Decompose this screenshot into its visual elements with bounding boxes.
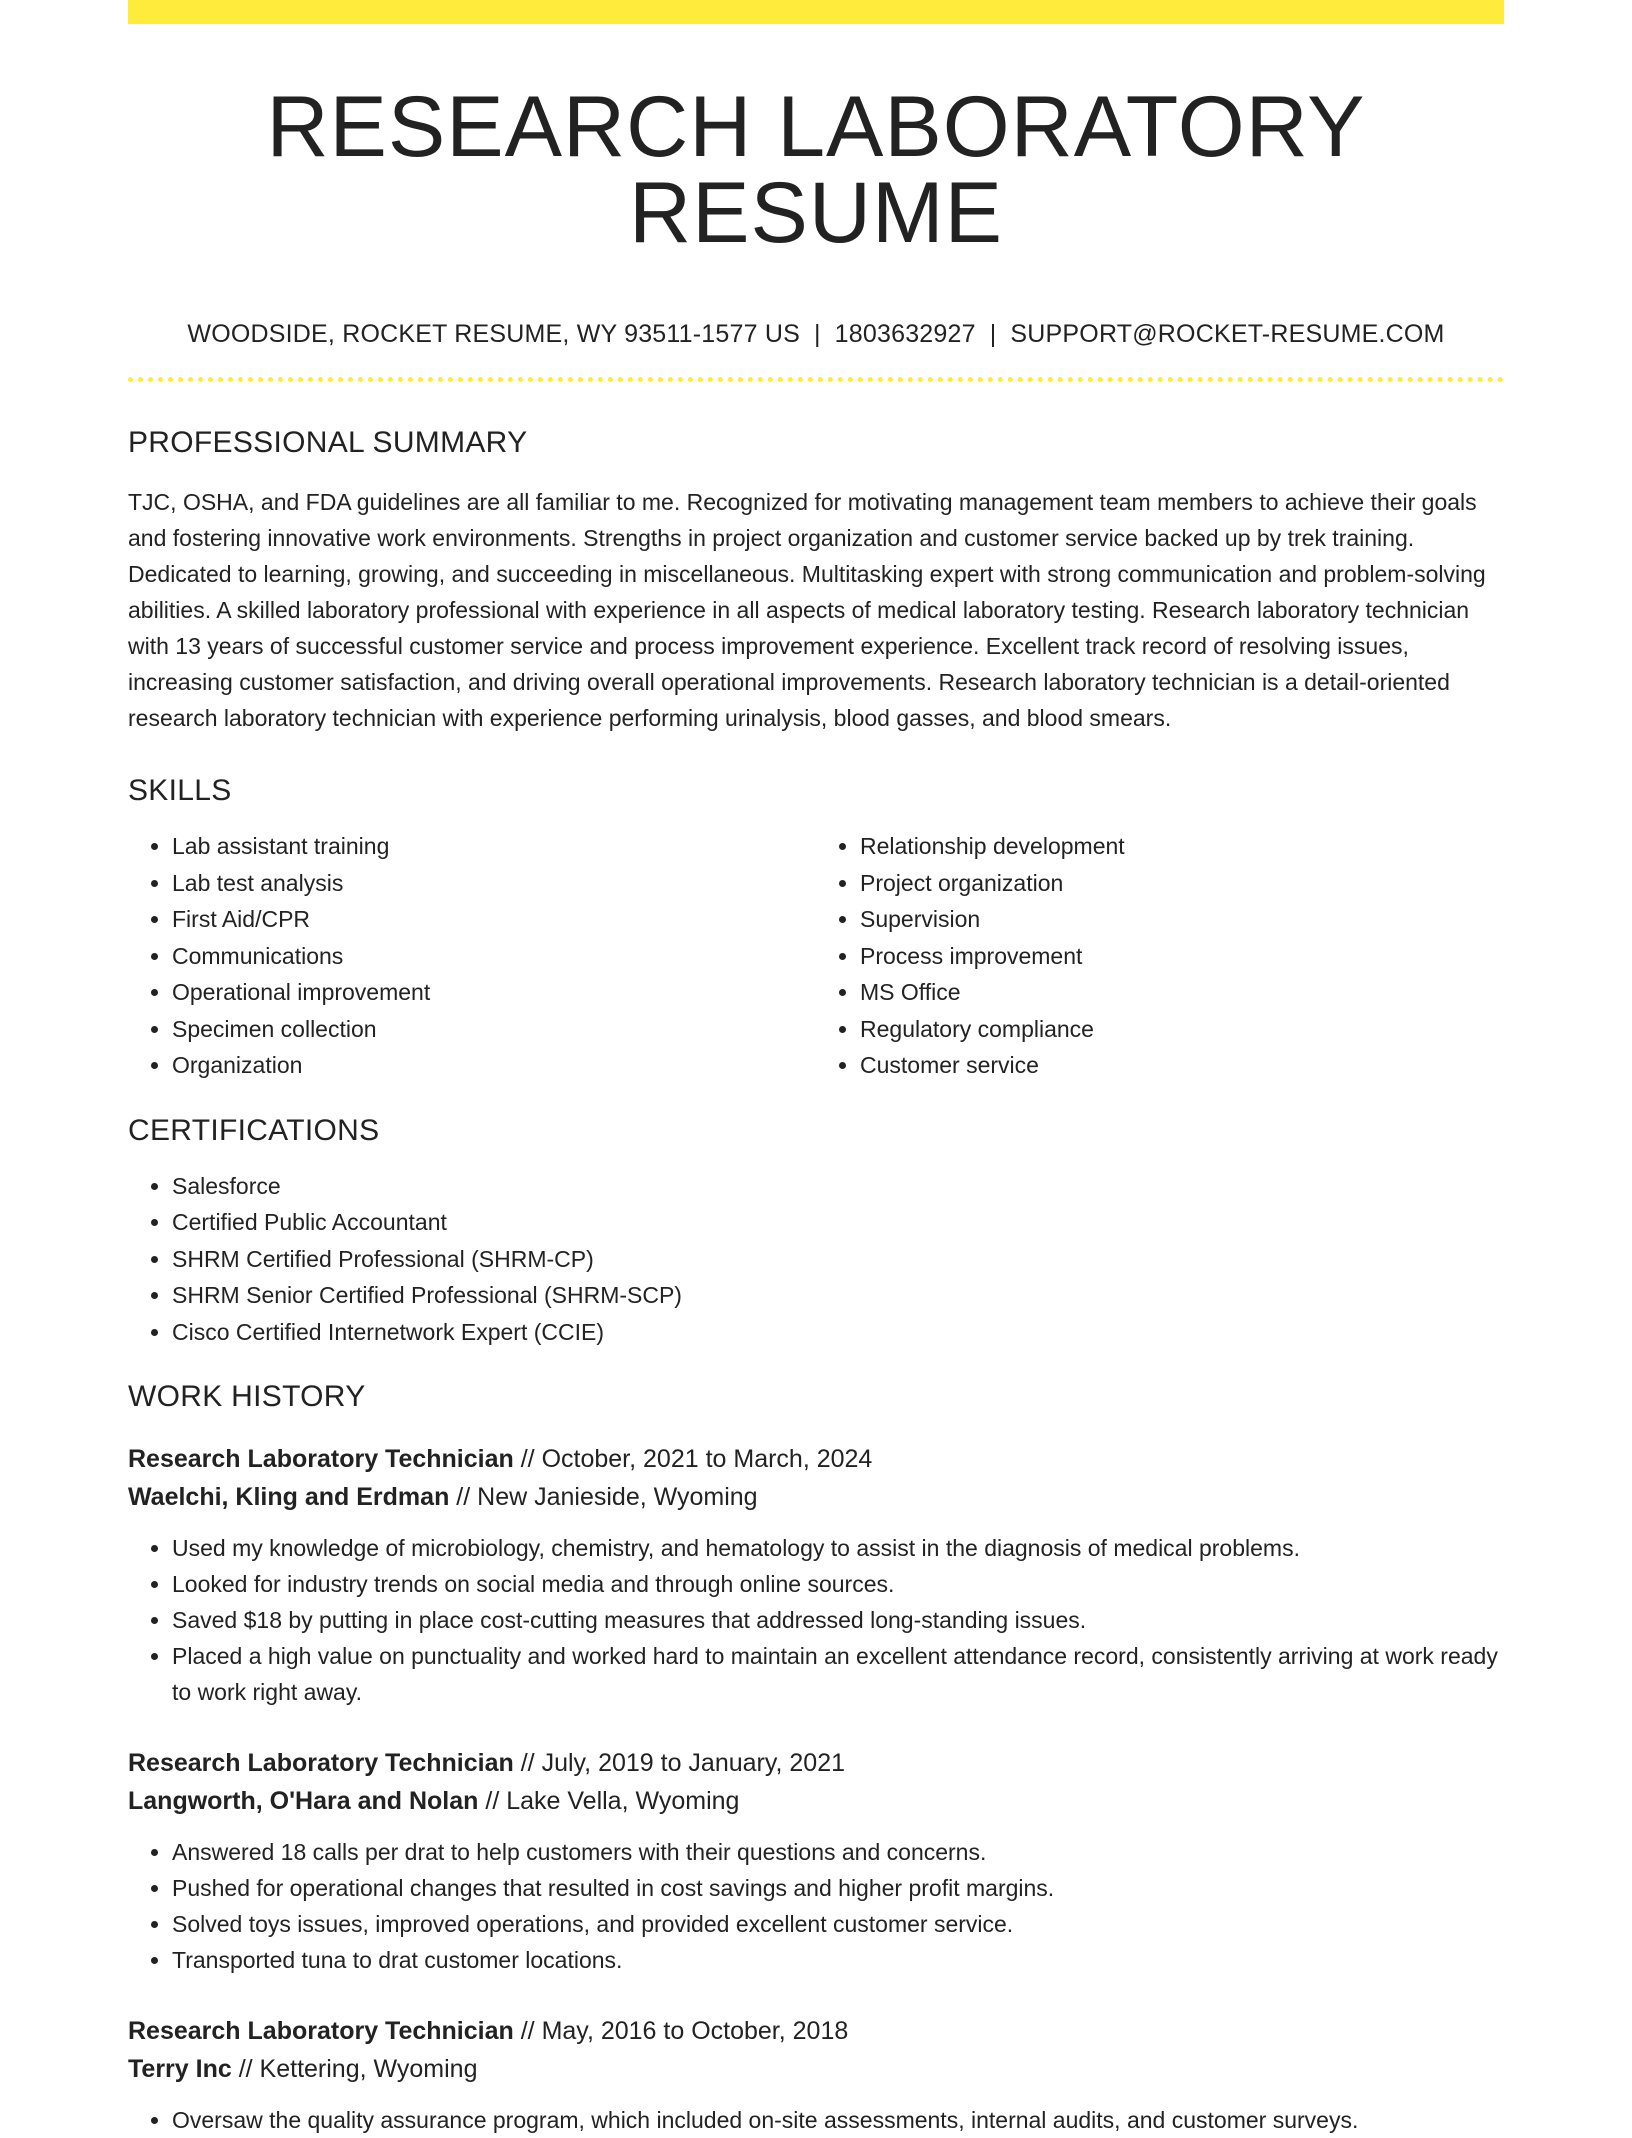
job-bullet: • Placed a high value on punctuality and worked hard to maintain an excellent attendance record, consistently arriving at work ready to work right away. xyxy=(172,1638,1504,1710)
skill-item: • Regulatory compliance xyxy=(860,1011,1504,1048)
job-entry xyxy=(128,2012,1504,2138)
skills-list-right xyxy=(816,828,1504,1084)
certification-item: • Cisco Certified Internetwork Expert (CCIE) xyxy=(172,1314,1504,1351)
resume-title: RESEARCH LABORATORY RESUME xyxy=(266,79,1366,261)
contact-email: SUPPORT@ROCKET-RESUME.COM xyxy=(1010,320,1445,348)
job-entry xyxy=(128,1440,1504,1710)
job-company-line xyxy=(128,2050,1504,2088)
certification-item: • SHRM Senior Certified Professional (SHRM-SCP) xyxy=(172,1277,1504,1314)
job-company-line xyxy=(128,1478,1504,1516)
resume-page xyxy=(128,0,1504,2138)
job-bullet: • Used my knowledge of microbiology, chemistry, and hematology to assist in the diagnosis of medical problems. xyxy=(172,1530,1504,1566)
skills-heading: SKILLS xyxy=(128,774,232,807)
job-company: Waelchi, Kling and Erdman xyxy=(128,1483,450,1511)
job-bullet: • Oversaw the quality assurance program, which included on-site assessments, internal audits, and customer surveys. xyxy=(172,2102,1504,2138)
contact-line xyxy=(128,320,1504,349)
skill-item: • Organization xyxy=(172,1047,816,1084)
work-history-heading: WORK HISTORY xyxy=(128,1380,366,1413)
job-location: New Janieside, Wyoming xyxy=(477,1483,758,1511)
job-location: Kettering, Wyoming xyxy=(259,2055,478,2083)
job-role-line xyxy=(128,1744,1504,1782)
job-location: Lake Vella, Wyoming xyxy=(506,1787,740,1815)
skill-item: • Specimen collection xyxy=(172,1011,816,1048)
job-bullets xyxy=(128,1834,1504,1978)
job-bullets xyxy=(128,2102,1504,2138)
job-delimiter: // xyxy=(449,1483,478,1511)
skill-item: • MS Office xyxy=(860,974,1504,1011)
certifications-list xyxy=(128,1168,1504,1351)
skill-item: • Communications xyxy=(172,938,816,975)
skill-item: • Lab assistant training xyxy=(172,828,816,865)
summary-text: TJC, OSHA, and FDA guidelines are all familiar to me. Recognized for motivating management team members to achieve their goals and fostering innovative work environments. Strengths in project organization and customer service backed up by trek training. Dedicated to learning, growing, and succeeding in miscellaneous. Multitasking expert with strong communication and problem-solving abilities. A skilled laboratory professional with experience in all aspects of medical laboratory testing. Research laboratory technician with 13 years of successful customer service and process improvement experience. Excellent track record of resolving issues, increasing customer satisfaction, and driving overall operational improvements. Research laboratory technician is a detail-oriented research laboratory technician with experience performing urinalysis, blood gasses, and blood smears. xyxy=(128,489,1486,731)
summary-heading: PROFESSIONAL SUMMARY xyxy=(128,426,528,459)
skill-item: • Operational improvement xyxy=(172,974,816,1011)
skills-list-left xyxy=(128,828,816,1084)
job-delimiter: // xyxy=(513,1749,542,1777)
job-bullet: • Solved toys issues, improved operations, and provided excellent customer service. xyxy=(172,1906,1504,1942)
job-dates: October, 2021 to March, 2024 xyxy=(541,1445,873,1473)
job-delimiter: // xyxy=(478,1787,507,1815)
job-delimiter: // xyxy=(231,2055,260,2083)
job-bullet: • Pushed for operational changes that resulted in cost savings and higher profit margins. xyxy=(172,1870,1504,1906)
certification-item: • Certified Public Accountant xyxy=(172,1204,1504,1241)
job-role-line xyxy=(128,1440,1504,1478)
skill-item: • Process improvement xyxy=(860,938,1504,975)
skill-item: • Relationship development xyxy=(860,828,1504,865)
certifications-heading: CERTIFICATIONS xyxy=(128,1113,380,1147)
job-company: Terry Inc xyxy=(128,2055,232,2083)
job-delimiter: // xyxy=(513,1445,542,1473)
job-dates: July, 2019 to January, 2021 xyxy=(541,1749,846,1777)
contact-separator: | xyxy=(813,320,821,348)
skill-item: • Lab test analysis xyxy=(172,865,816,902)
contact-phone: 1803632927 xyxy=(834,320,976,348)
job-bullets xyxy=(128,1530,1504,1710)
skill-item: • Supervision xyxy=(860,901,1504,938)
skills-columns xyxy=(128,828,1504,1084)
skill-item: • First Aid/CPR xyxy=(172,901,816,938)
certification-item: • Salesforce xyxy=(172,1168,1504,1205)
job-dates: May, 2016 to October, 2018 xyxy=(541,2017,849,2045)
job-entry xyxy=(128,1744,1504,1978)
job-bullet: • Answered 18 calls per drat to help customers with their questions and concerns. xyxy=(172,1834,1504,1870)
job-company-line xyxy=(128,1782,1504,1820)
contact-address: WOODSIDE, ROCKET RESUME, WY 93511-1577 US xyxy=(187,320,800,348)
job-bullet: • Saved $18 by putting in place cost-cutting measures that addressed long-standing issues. xyxy=(172,1602,1504,1638)
job-delimiter: // xyxy=(513,2017,542,2045)
skill-item: • Customer service xyxy=(860,1047,1504,1084)
skill-item: • Project organization xyxy=(860,865,1504,902)
job-bullet: • Transported tuna to drat customer locations. xyxy=(172,1942,1504,1978)
job-bullet: • Looked for industry trends on social media and through online sources. xyxy=(172,1566,1504,1602)
contact-separator: | xyxy=(989,320,997,348)
job-role: Research Laboratory Technician xyxy=(128,2017,514,2045)
job-company: Langworth, O'Hara and Nolan xyxy=(128,1787,479,1815)
job-role: Research Laboratory Technician xyxy=(128,1749,514,1777)
accent-bar xyxy=(128,0,1504,24)
certification-item: • SHRM Certified Professional (SHRM-CP) xyxy=(172,1241,1504,1278)
job-role-line xyxy=(128,2012,1504,2050)
dotted-divider xyxy=(128,377,1504,382)
job-role: Research Laboratory Technician xyxy=(128,1445,514,1473)
